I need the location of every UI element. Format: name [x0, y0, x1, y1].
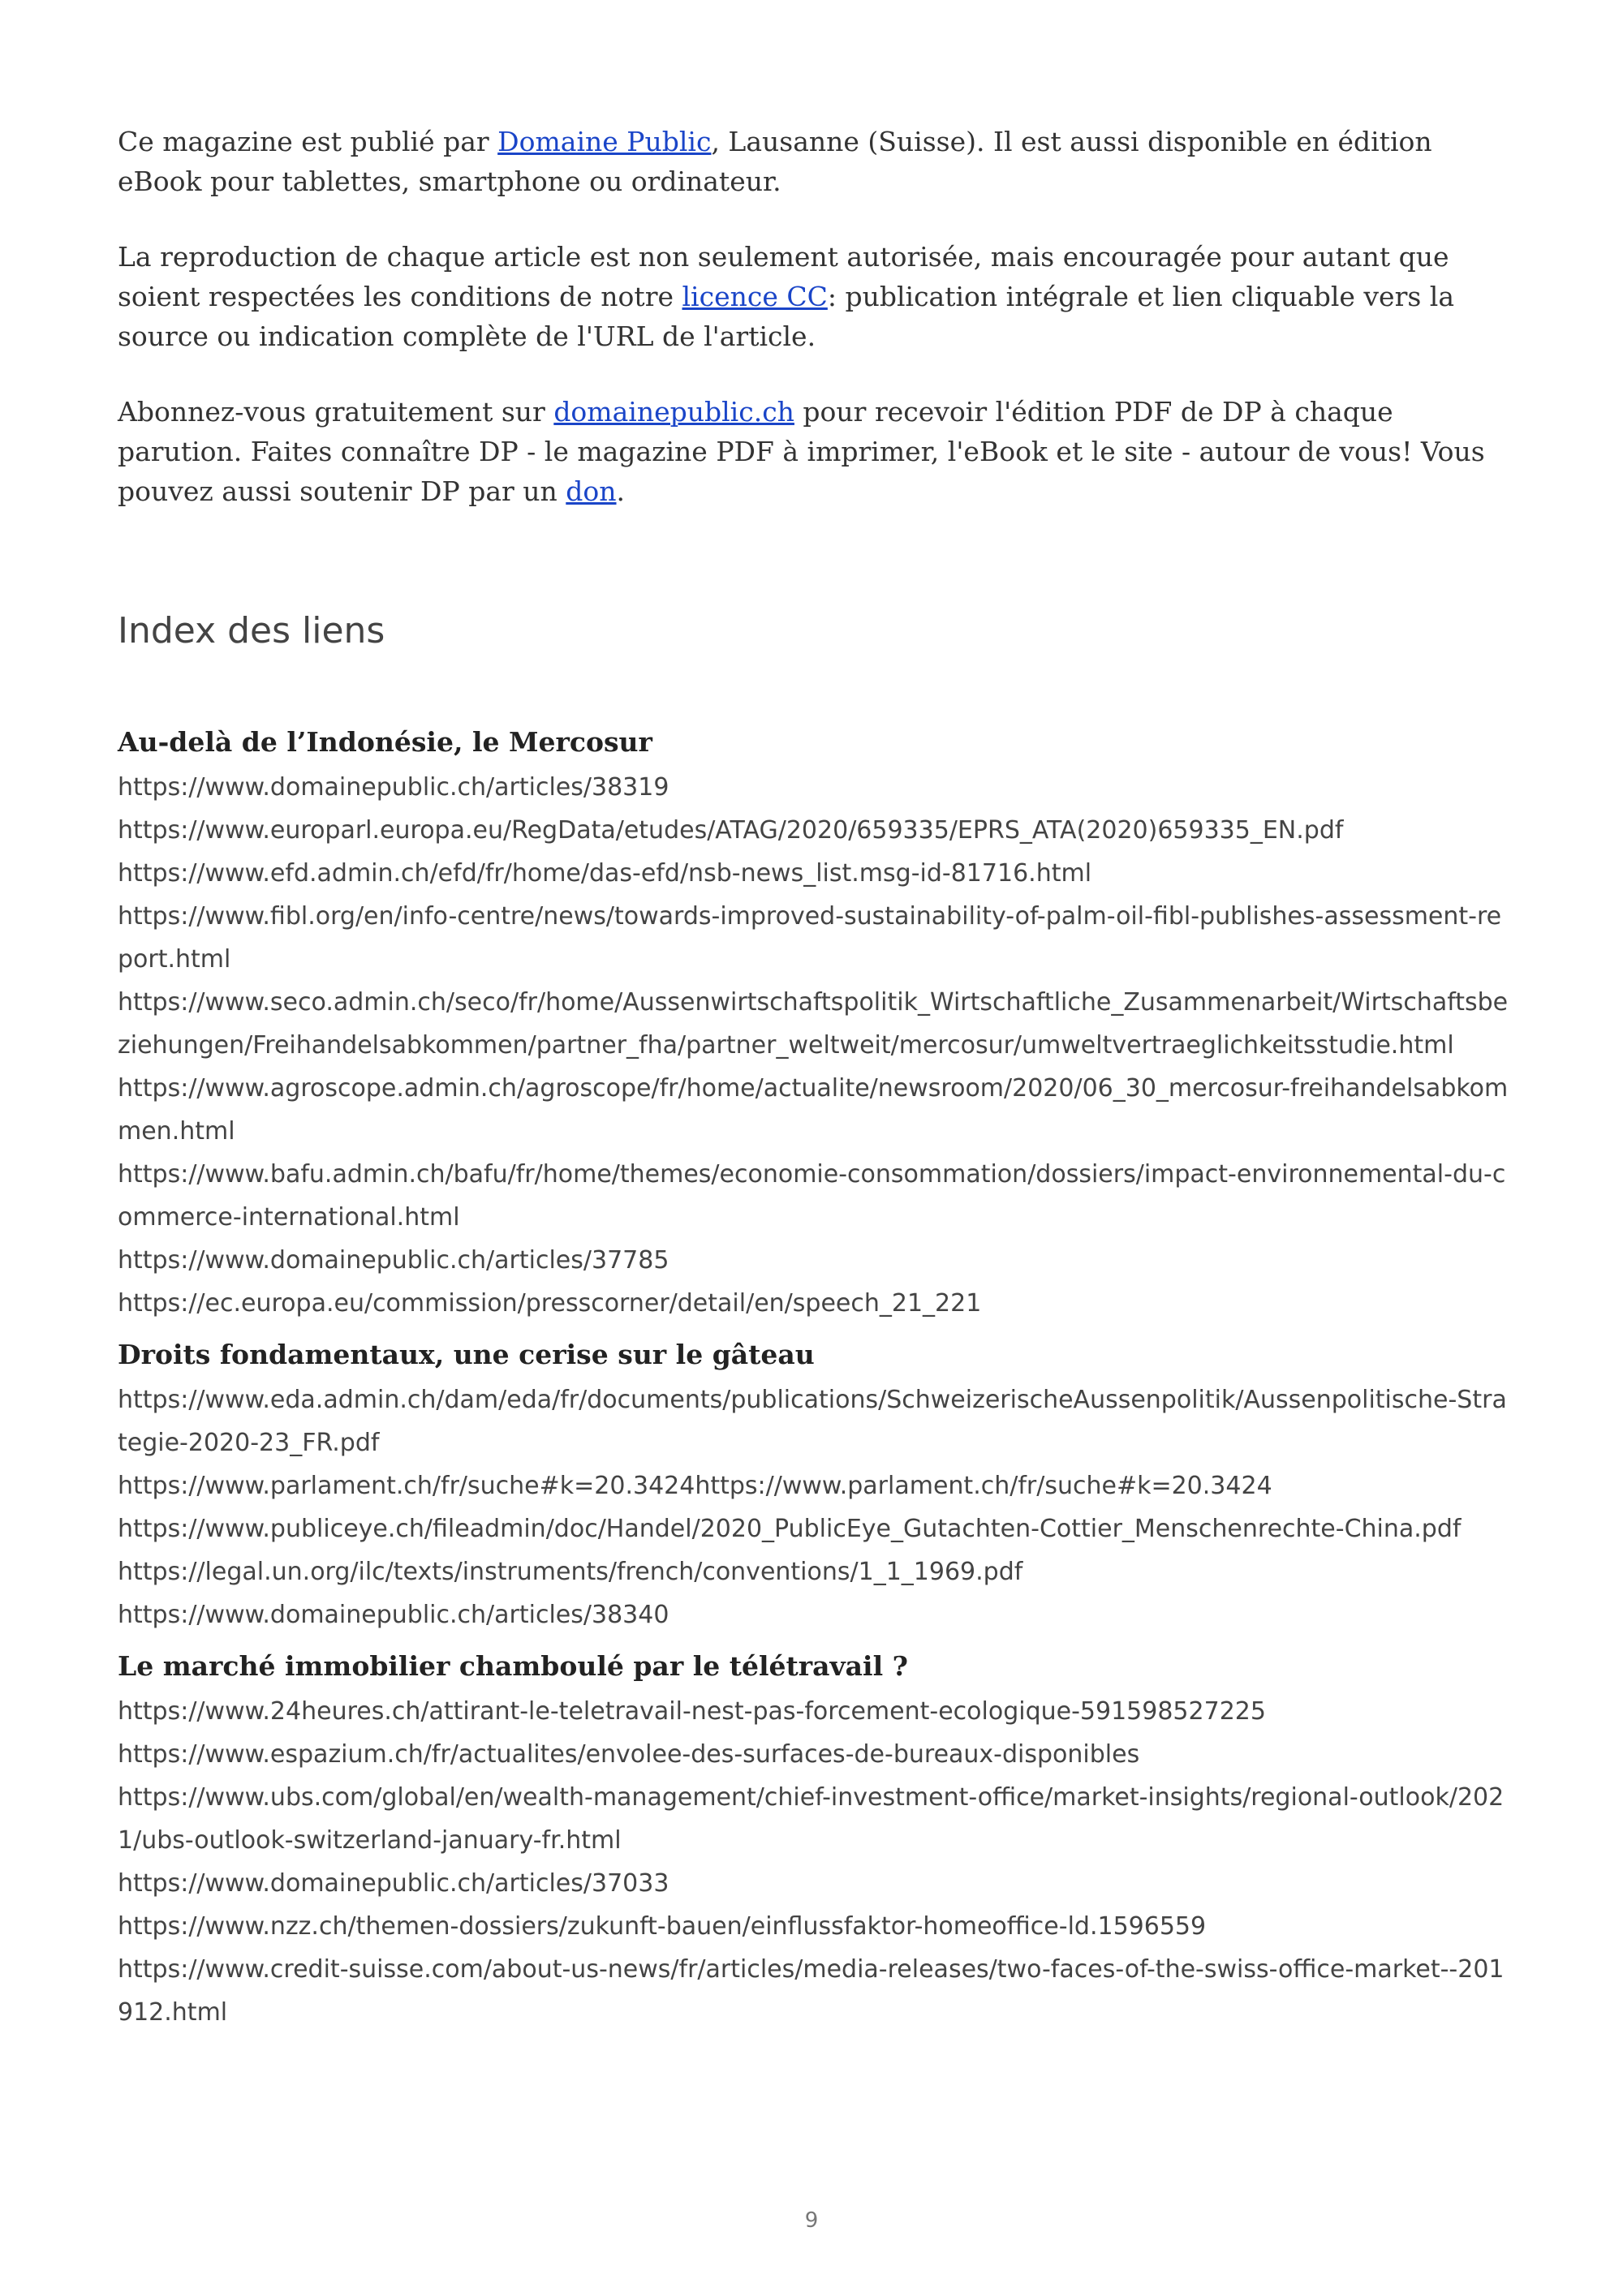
index-section-marche-immobilier [118, 1648, 1513, 2034]
link-item: https://legal.un.org/ilc/texts/instruments/french/conventions/1_1_1969.pdf [118, 1558, 1023, 1586]
publisher-intro [118, 122, 1513, 511]
link-item: https://www.domainepublic.ch/articles/38319 [118, 773, 669, 802]
link-item: https://www.domainepublic.ch/articles/38340 [118, 1601, 669, 1629]
link-item: https://www.publiceye.ch/fileadmin/doc/Handel/2020_PublicEye_Gutachten-Cottier_Menschenrechte-China.pdf [118, 1515, 1462, 1543]
link-item: https://www.europarl.europa.eu/RegData/etudes/ATAG/2020/659335/EPRS_ATA(2020)659335_EN.pdf [118, 816, 1344, 845]
link-item: https://www.credit-suisse.com/about-us-news/fr/articles/media-releases/two-faces-of-the-swiss-office-market--201912.html [118, 1955, 1505, 2027]
intro-text: : publication intégrale et lien cliquable vers la source ou indication complète de l'URL de l'article. [118, 281, 1455, 352]
link-item: https://www.parlament.ch/fr/suche#k=20.3424https://www.parlament.ch/fr/suche#k=20.3424 [118, 1472, 1272, 1500]
link-item: https://ec.europa.eu/commission/presscorner/detail/en/speech_21_221 [118, 1289, 982, 1318]
intro-text: Abonnez-vous gratuitement sur [118, 396, 554, 428]
link-item: https://www.agroscope.admin.ch/agroscope/fr/home/actualite/newsroom/2020/06_30_mercosur-freihandelsabkommen.html [118, 1074, 1509, 1146]
link-item: https://www.efd.admin.ch/efd/fr/home/das-efd/nsb-news_list.msg-id-81716.html [118, 859, 1092, 888]
link-item: https://www.domainepublic.ch/articles/37033 [118, 1869, 669, 1898]
section-title: Le marché immobilier chamboulé par le télétravail ? [118, 1650, 908, 1682]
link-item: https://www.24heures.ch/attirant-le-teletravail-nest-pas-forcement-ecologique-591598527225 [118, 1697, 1266, 1726]
intro-text: Ce magazine est publié par [118, 126, 498, 157]
page-number: 9 [804, 2208, 819, 2233]
link-list [118, 1690, 1513, 2034]
links-index-heading: Index des liens [118, 610, 385, 651]
intro-text: , Lausanne (Suisse). Il est aussi disponible en édition eBook pour tablettes, smartphone ou ordinateur. [118, 126, 1432, 197]
link-item: https://www.domainepublic.ch/articles/37785 [118, 1246, 669, 1275]
licence-cc-link[interactable]: licence CC [682, 281, 828, 312]
domainepublic-site-link[interactable]: domainepublic.ch [553, 396, 794, 428]
intro-paragraph-publisher [118, 122, 1513, 201]
intro-text: . [616, 475, 626, 507]
intro-paragraph-license [118, 237, 1513, 356]
link-item: https://www.eda.admin.ch/dam/eda/fr/documents/publications/SchweizerischeAussenpolitik/Aussenpolitische-Strategie-2020-23_FR.pdf [118, 1386, 1507, 1457]
link-list [118, 1378, 1513, 1636]
link-item: https://www.fibl.org/en/info-centre/news/towards-improved-sustainability-of-palm-oil-fibl-publishes-assessment-report.html [118, 902, 1502, 974]
intro-text: La reproduction de chaque article est non seulement autorisée, mais encouragée pour autant que soient respectées les conditions de notre [118, 241, 1449, 312]
intro-text: pour recevoir l'édition PDF de DP à chaque parution. Faites connaître DP - le magazine PDF à imprimer, l'eBook et le site - autour de vous! Vous pouvez aussi soutenir DP par un [118, 396, 1485, 507]
link-list [118, 766, 1513, 1325]
link-item: https://www.seco.admin.ch/seco/fr/home/Aussenwirtschaftspolitik_Wirtschaftliche_Zusammenarbeit/Wirtschaftsbeziehungen/Freihandelsabkommen/partner_fha/partner_weltweit/mercosur/umweltvertraeglichkeitsstudie.html [118, 988, 1509, 1060]
link-item: https://www.bafu.admin.ch/bafu/fr/home/themes/economie-consommation/dossiers/impact-environnemental-du-commerce-international.html [118, 1160, 1506, 1232]
section-title: Au-delà de l’Indonésie, le Mercosur [118, 726, 652, 758]
section-title: Droits fondamentaux, une cerise sur le gâteau [118, 1339, 815, 1370]
link-item: https://www.ubs.com/global/en/wealth-management/chief-investment-office/market-insights/regional-outlook/2021/ubs-outlook-switzerland-january-fr.html [118, 1783, 1505, 1855]
domaine-public-link[interactable]: Domaine Public [497, 126, 712, 157]
links-index [118, 724, 1513, 2034]
index-section-droits-fondamentaux [118, 1336, 1513, 1636]
document-page [118, 122, 1513, 2045]
intro-paragraph-subscribe [118, 392, 1513, 511]
index-section-mercosur [118, 724, 1513, 1325]
link-item: https://www.nzz.ch/themen-dossiers/zukunft-bauen/einflussfaktor-homeoffice-ld.1596559 [118, 1912, 1207, 1941]
link-item: https://www.espazium.ch/fr/actualites/envolee-des-surfaces-de-bureaux-disponibles [118, 1740, 1140, 1769]
donation-link[interactable]: don [566, 475, 617, 507]
